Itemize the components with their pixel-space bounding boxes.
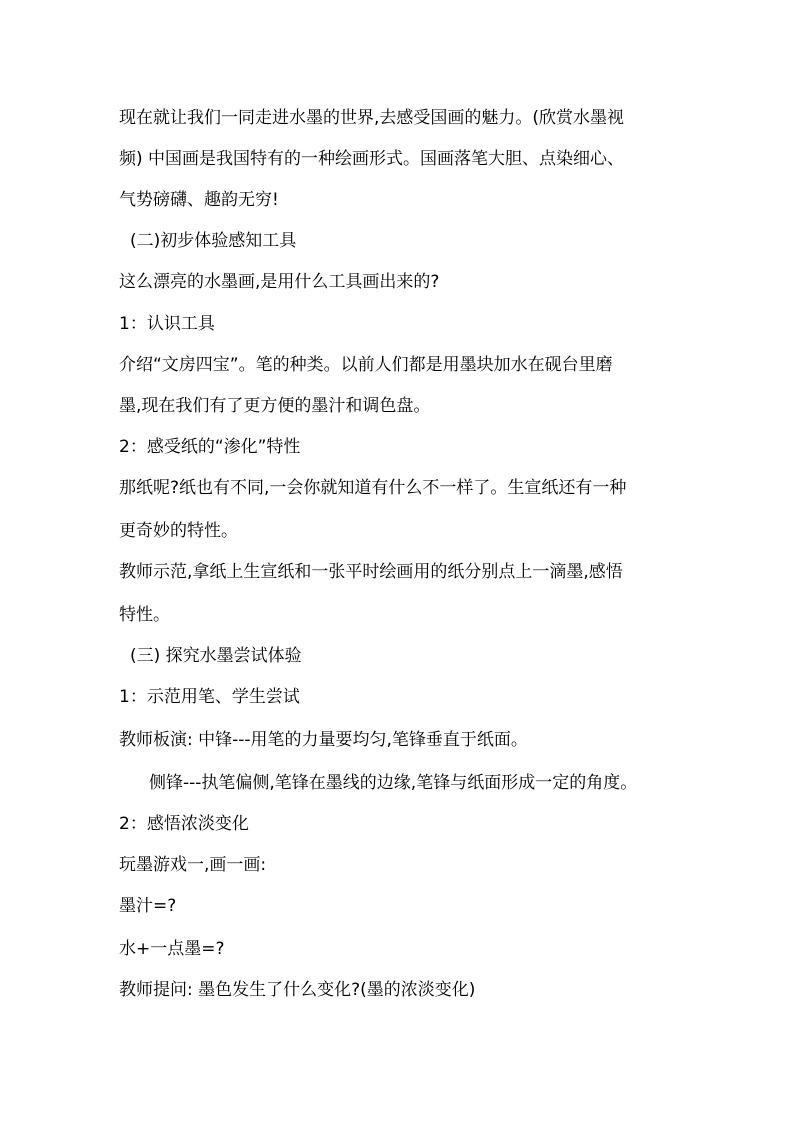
text-line: 侧锋---执笔偏侧,笔锋在墨线的边缘,笔锋与纸面形成一定的角度。: [149, 773, 638, 793]
text-line: 气势磅礴、趣韵无穷!: [119, 190, 279, 210]
text-line: 这么漂亮的水墨画,是用什么工具画出来的?: [119, 272, 440, 292]
text-line: 更奇妙的特性。: [119, 521, 238, 541]
text-line: 介绍“文房四宝”。笔的种类。以前人们都是用墨块加水在砚台里磨: [119, 355, 613, 375]
text-line: 教师提问: 墨色发生了什么变化?(墨的浓淡变化): [119, 980, 476, 1000]
text-line: 墨,现在我们有了更方便的墨汁和调色盘。: [119, 396, 431, 416]
text-line: 教师示范,拿纸上生宣纸和一张平时绘画用的纸分别点上一滴墨,感悟: [119, 562, 623, 582]
subheading: 1：认识工具: [119, 314, 215, 334]
subheading: 2：感悟浓淡变化: [119, 814, 249, 834]
section-heading: (三) 探究水墨尝试体验: [130, 646, 302, 666]
text-line: 教师板演: 中锋---用笔的力量要均匀,笔锋垂直于纸面。: [119, 730, 528, 750]
text-line: 墨汁=?: [119, 896, 177, 916]
text-line: 频) 中国画是我国特有的一种绘画形式。国画落笔大胆、点染细心、: [119, 149, 625, 169]
section-heading: (二)初步体验感知工具: [130, 231, 297, 251]
text-line: 现在就让我们一同走进水墨的世界,去感受国画的魅力。(欣赏水墨视: [119, 108, 625, 128]
subheading: 1：示范用笔、学生尝试: [119, 687, 300, 707]
text-line: 水+一点墨=?: [119, 939, 225, 959]
text-line: 玩墨游戏一,画一画:: [119, 855, 267, 875]
subheading: 2：感受纸的“渗化”特性: [119, 437, 301, 457]
text-line: 那纸呢?纸也有不同,一会你就知道有什么不一样了。生宣纸还有一种: [119, 478, 627, 498]
text-line: 特性。: [119, 605, 170, 625]
